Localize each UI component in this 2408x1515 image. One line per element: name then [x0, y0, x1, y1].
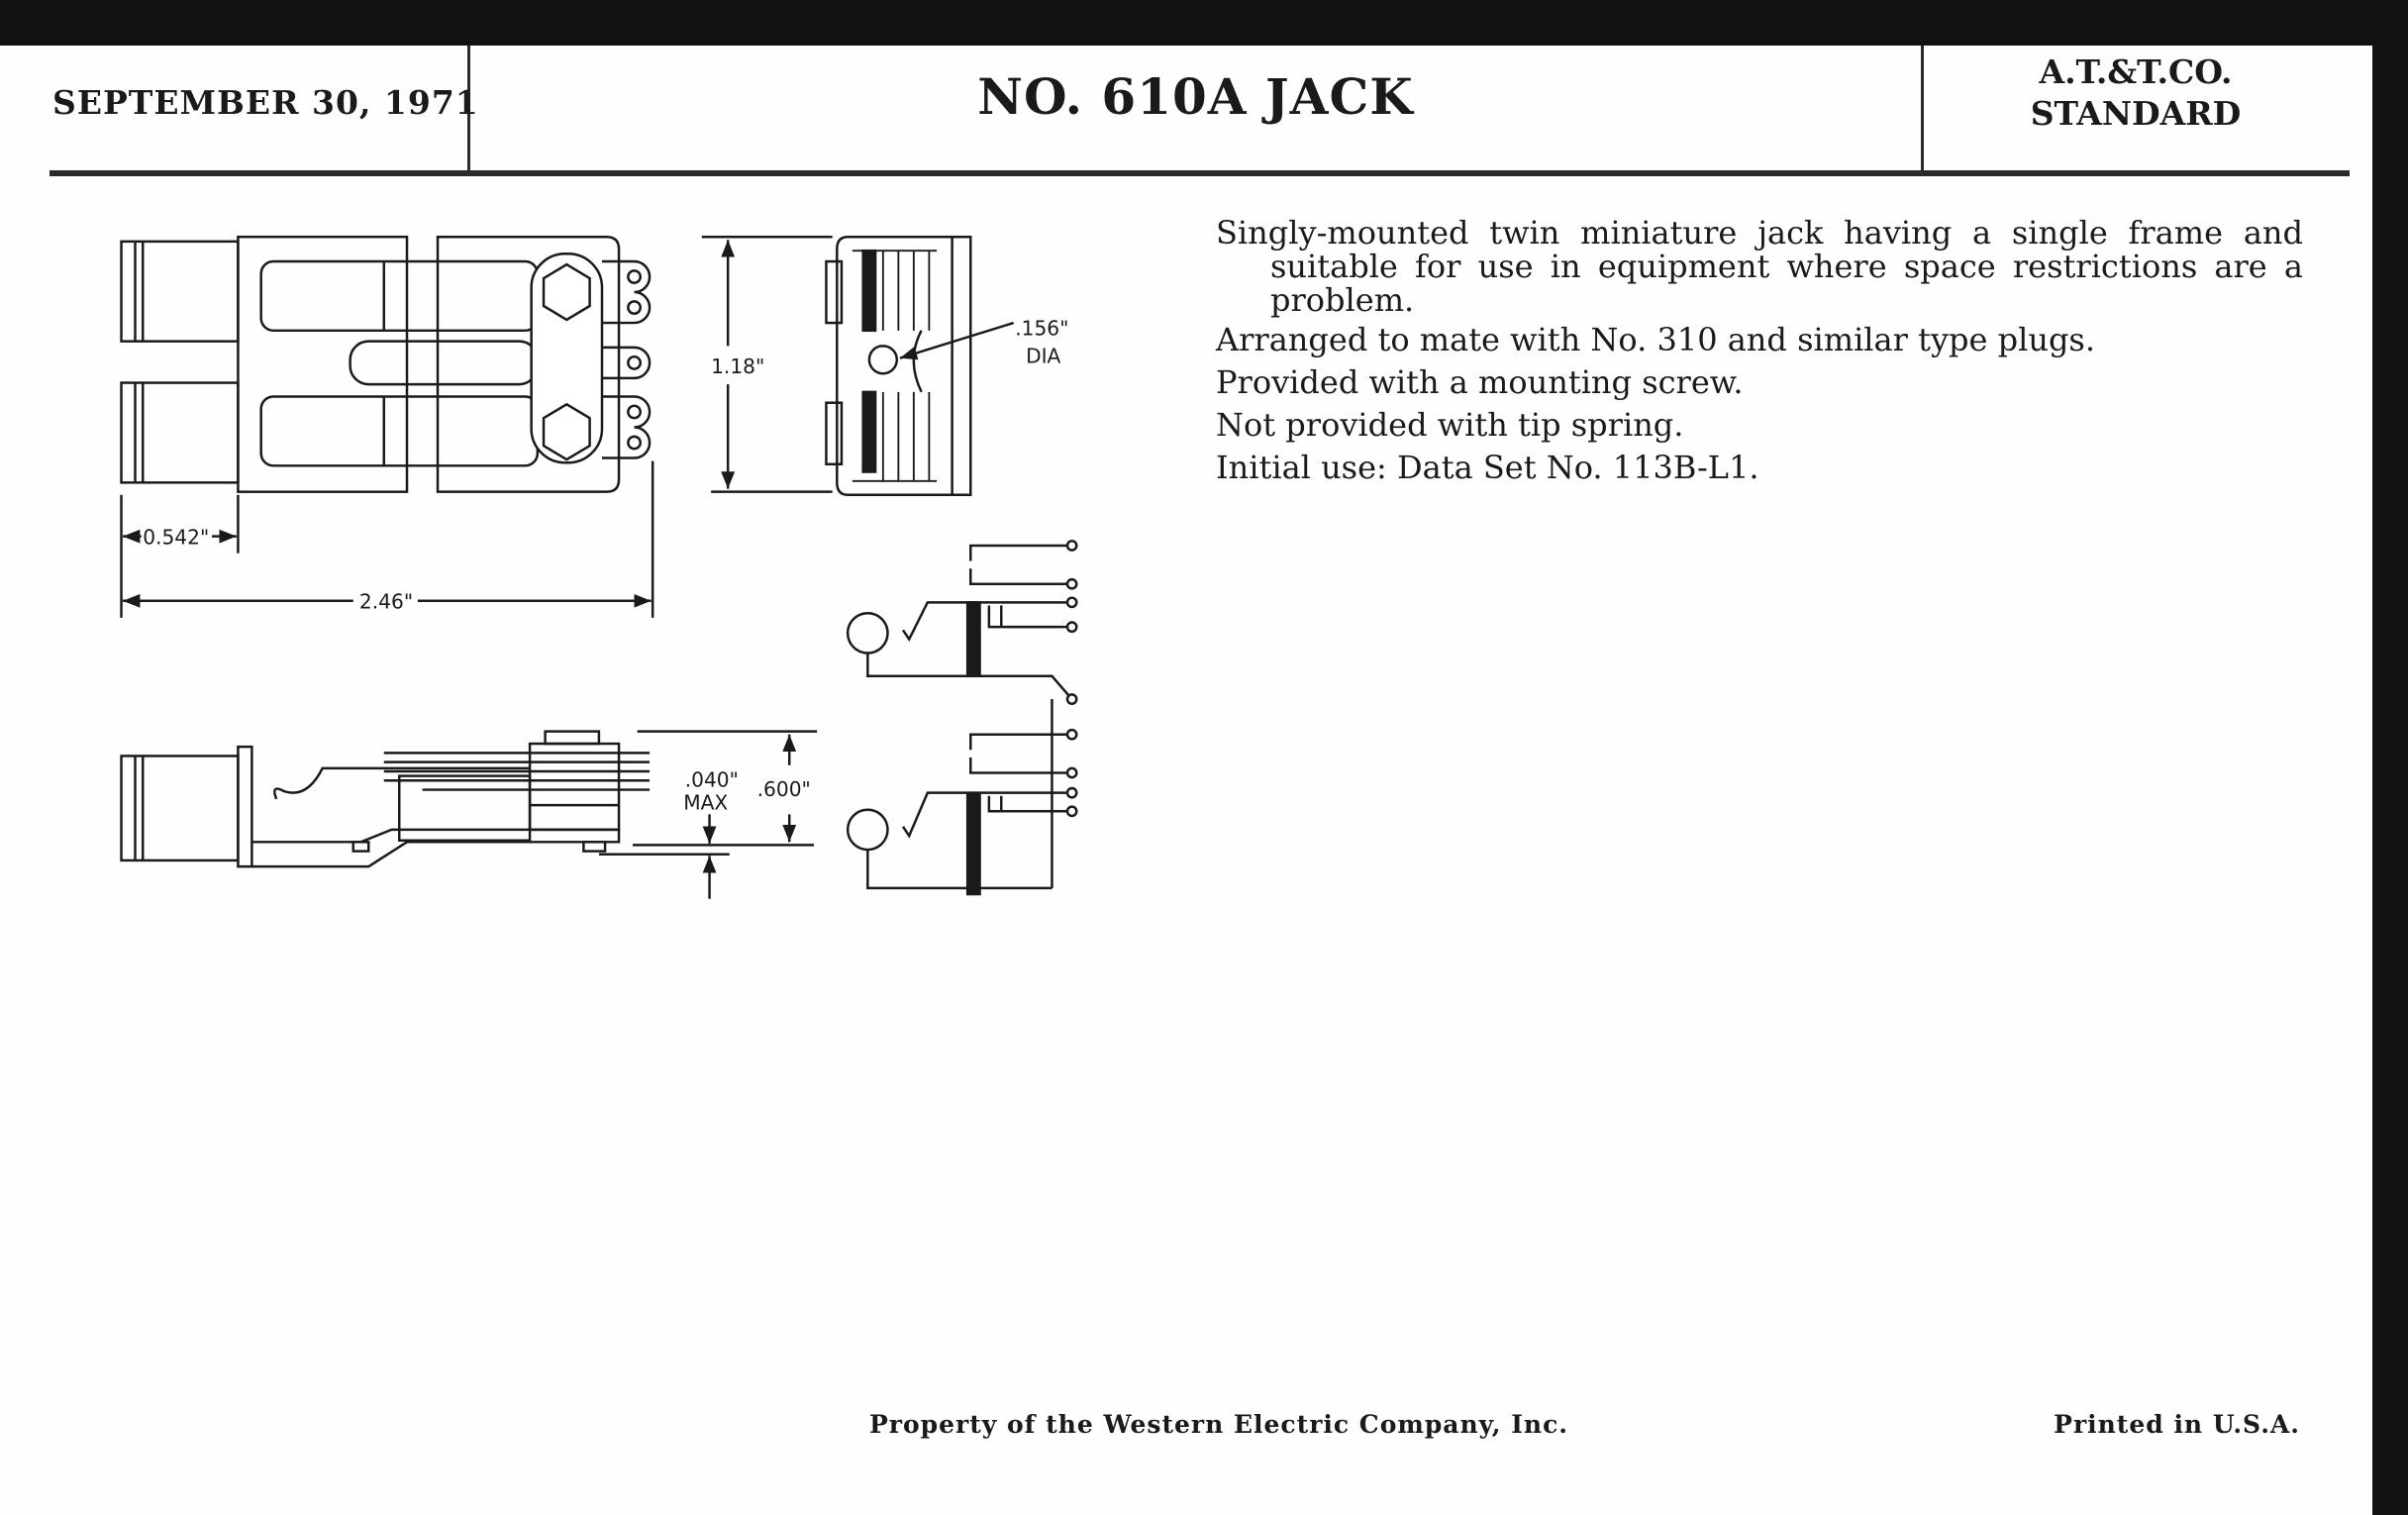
dim-thickness-label: .600" [756, 776, 811, 801]
top-view [122, 237, 653, 618]
standard-line-1: A.T.&T.CO. [2039, 52, 2233, 91]
dim-barrel-label: 0.542" [143, 525, 210, 550]
description-paragraph: Not provided with tip spring. [1216, 406, 1684, 444]
wiring-schematic [848, 541, 1076, 894]
dim-gap-unit: MAX [683, 790, 729, 815]
dim-hole-unit: DIA [1026, 344, 1061, 368]
issue-date: SEPTEMBER 30, 1971 [52, 83, 479, 122]
dim-length-label: 2.46" [358, 589, 414, 614]
property-notice: Property of the Western Electric Company, Inc. [869, 1410, 1569, 1439]
description-paragraph: Arranged to mate with No. 310 and similar type plugs. [1216, 321, 2096, 358]
terminal-lugs [602, 261, 650, 458]
dim-hole-label: .156" [1015, 316, 1069, 341]
side-view [122, 732, 818, 899]
printed-notice: Printed in U.S.A. [2054, 1410, 2300, 1439]
dim-gap-label: .040" [684, 767, 739, 792]
dim-height-label: 1.18" [711, 354, 765, 379]
description-paragraph: Initial use: Data Set No. 113B-L1. [1216, 449, 1759, 486]
description-paragraph: Provided with a mounting screw. [1216, 363, 1744, 401]
standard-line-2: STANDARD [2030, 94, 2242, 133]
page-title: NO. 610A JACK [977, 67, 1414, 126]
description-paragraph: Singly-mounted twin miniature jack having a single frame and suitable for use in equipment where space restrictions are a problem. [1216, 214, 2303, 319]
